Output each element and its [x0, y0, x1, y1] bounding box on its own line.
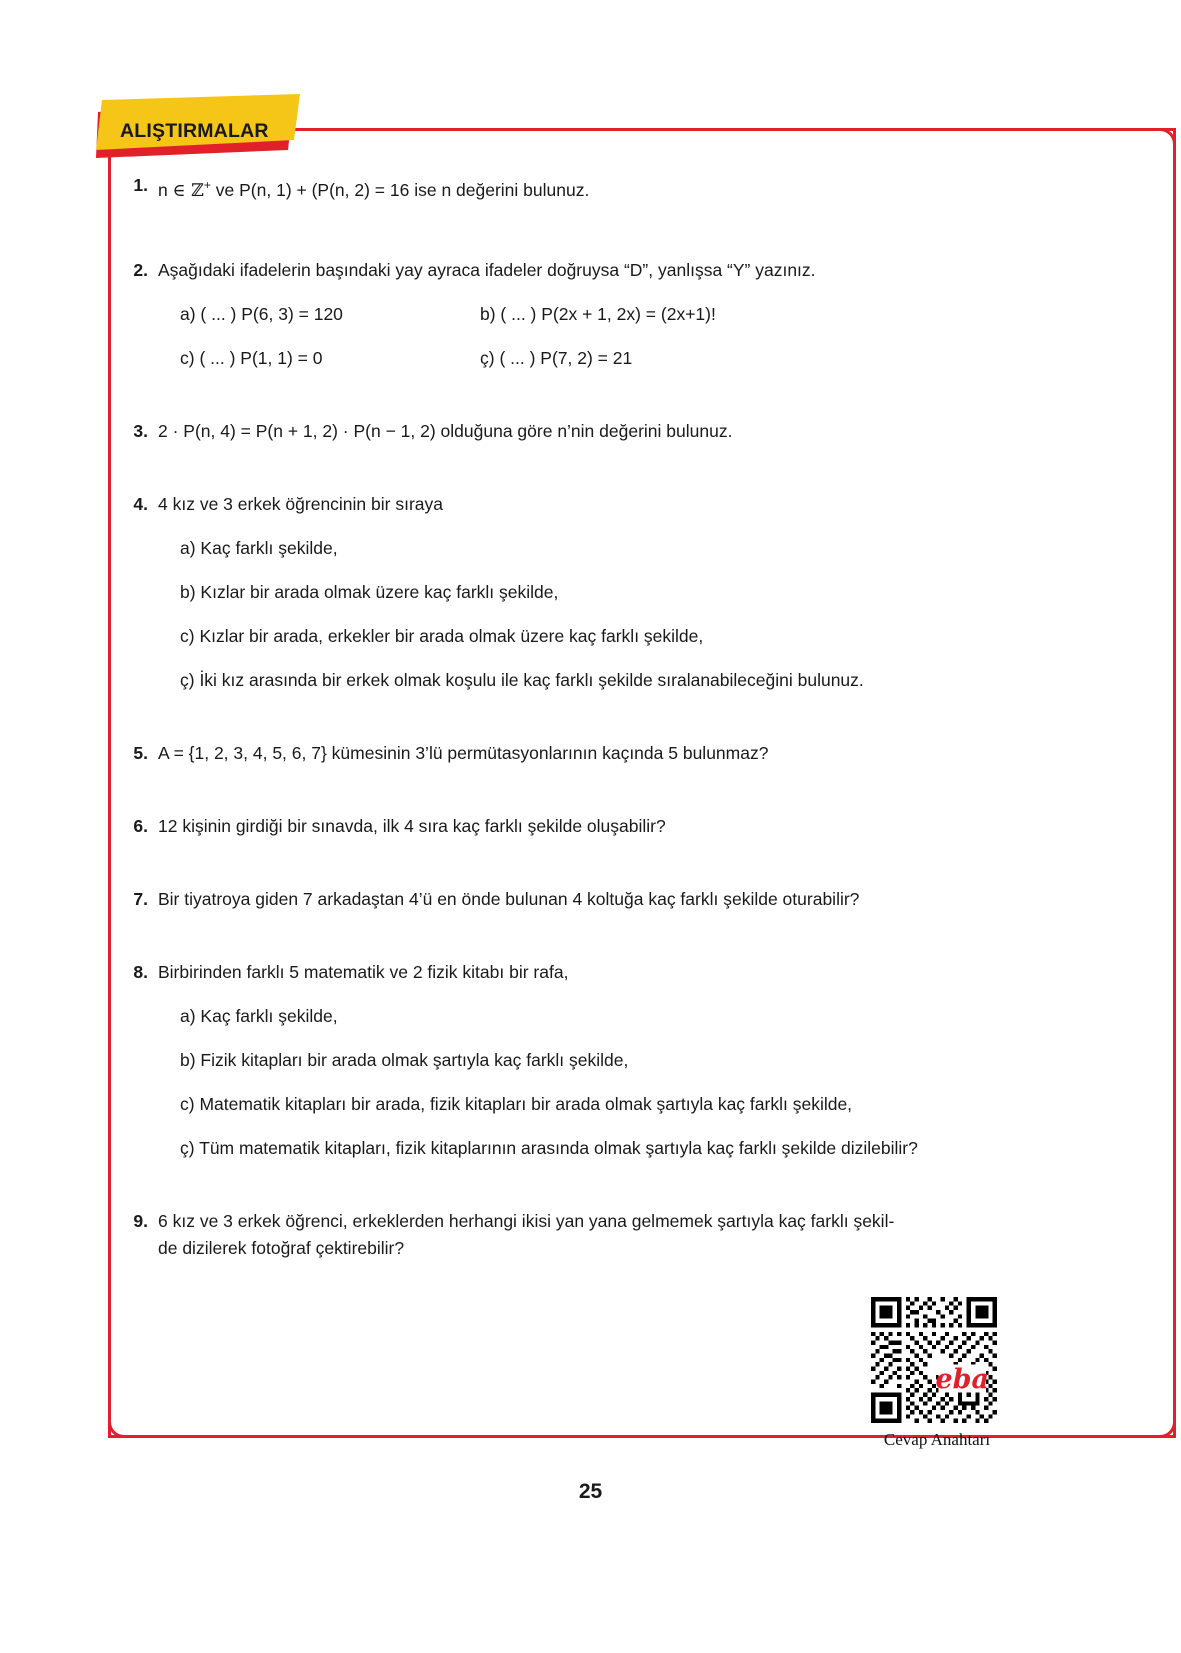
sub-option-c-cedilla: ç) İki kız arasında bir erkek olmak koşulu ile kaç farklı şekilde sıralanabileceğini bulunuz. [180, 669, 864, 690]
sub-option-a: a) Kaç farklı şekilde, [180, 1005, 338, 1026]
sub-option-a: a) ( ... ) P(6, 3) = 120 [180, 303, 343, 324]
question-text: 12 kişinin girdiği bir sınavda, ilk 4 sıra kaç farklı şekilde oluşabilir? [158, 815, 666, 836]
spacer [124, 1162, 1154, 1208]
spacer [124, 694, 1154, 740]
question-stem-post: ve P(n, 1) + (P(n, 2) = 16 ise n değerini bulunuz. [210, 179, 590, 200]
spacer [124, 205, 1154, 257]
sub-option-c-cedilla: ç) ( ... ) P(7, 2) = 21 [480, 347, 633, 368]
question-stem: 4 kız ve 3 erkek öğrencinin bir sıraya [158, 493, 443, 514]
question-item-1 [124, 172, 1154, 205]
sub-option-a: a) Kaç farklı şekilde, [180, 537, 338, 558]
question-text [158, 1208, 1154, 1262]
eba-logo-icon [936, 1364, 989, 1395]
question-stem: Birbirinden farklı 5 matematik ve 2 fizik kitabı bir rafa, [158, 961, 569, 982]
integer-set-symbol: ∈ ℤ [172, 180, 204, 201]
frame-top-rule [290, 128, 1176, 131]
question-number: 9. [133, 1210, 148, 1231]
sub-option-b: b) ( ... ) P(2x + 1, 2x) = (2x+1)! [480, 303, 716, 324]
exercise-list [124, 172, 1154, 1262]
svg-text:eba: eba [935, 1364, 989, 1396]
sub-option-b: b) Fizik kitapları bir arada olmak şartıyla kaç farklı şekilde, [180, 1049, 629, 1070]
spacer [124, 767, 1154, 813]
question-number: 3. [133, 420, 148, 441]
question-stem: Aşağıdaki ifadelerin başındaki yay ayraca ifadeler doğruysa “D”, yanlışsa “Y” yazınız. [158, 259, 816, 280]
spacer [124, 445, 1154, 491]
question-subrow [158, 345, 1154, 372]
sub-option-b: b) Kızlar bir arada olmak üzere kaç farklı şekilde, [180, 581, 559, 602]
question-stem-line-2: de dizilerek fotoğraf çektirebilir? [158, 1237, 405, 1258]
question-stem-pre: n [158, 179, 173, 200]
frame-right-rule [1173, 128, 1176, 1438]
sub-option-c-cedilla: ç) Tüm matematik kitapları, fizik kitaplarının arasında olmak şartıyla kaç farklı şekilde dizilebilir? [180, 1137, 918, 1158]
section-banner [88, 92, 338, 172]
question-text: A = {1, 2, 3, 4, 5, 6, 7} kümesinin 3’lü permütasyonlarının kaçında 5 bulunmaz? [158, 742, 769, 763]
section-banner-label: ALIŞTIRMALAR [120, 120, 269, 142]
question-item-6 [124, 813, 1154, 840]
question-text [158, 257, 1154, 372]
question-number: 8. [133, 961, 148, 982]
question-item-8 [124, 959, 1154, 1162]
spacer [124, 913, 1154, 959]
question-text [158, 491, 1154, 694]
question-item-5 [124, 740, 1154, 767]
question-number: 5. [133, 742, 148, 763]
frame-left-rule [108, 150, 111, 1435]
question-stem-line-1: 6 kız ve 3 erkek öğrenci, erkeklerden herhangi ikisi yan yana gelmemek şartıyla kaç farklı şekil- [158, 1210, 895, 1231]
question-number: 6. [133, 815, 148, 836]
question-number: 1. [133, 175, 148, 195]
question-item-9 [124, 1208, 1154, 1262]
question-number: 2. [133, 259, 148, 280]
qr-code-icon[interactable] [871, 1297, 997, 1423]
question-text: 2 · P(n, 4) = P(n + 1, 2) · P(n − 1, 2) olduğuna göre n’nin değerini bulunuz. [158, 420, 733, 441]
question-text [158, 959, 1154, 1162]
question-number: 4. [133, 493, 148, 514]
question-text: Bir tiyatroya giden 7 arkadaştan 4’ü en önde bulunan 4 koltuğa kaç farklı şekilde oturabilir? [158, 888, 860, 909]
question-item-4 [124, 491, 1154, 694]
answer-key-caption: Cevap Anahtarı [883, 1430, 991, 1449]
question-item-3 [124, 418, 1154, 445]
spacer [124, 840, 1154, 886]
sub-option-c: c) Matematik kitapları bir arada, fizik kitapları bir arada olmak şartıyla kaç farklı şekilde, [180, 1093, 853, 1114]
question-subrow [158, 301, 1154, 328]
page-number: 25 [578, 1480, 603, 1503]
question-item-7 [124, 886, 1154, 913]
question-number: 7. [133, 888, 148, 909]
frame-bottom-rule [108, 1435, 1176, 1438]
spacer [124, 372, 1154, 418]
answer-key-qr-block[interactable] [871, 1297, 1003, 1450]
sub-option-c: c) Kızlar bir arada, erkekler bir arada olmak üzere kaç farklı şekilde, [180, 625, 704, 646]
question-text [158, 172, 1154, 205]
question-item-2 [124, 257, 1154, 372]
integer-set-superscript: + [203, 178, 211, 192]
sub-option-c: c) ( ... ) P(1, 1) = 0 [180, 347, 323, 368]
